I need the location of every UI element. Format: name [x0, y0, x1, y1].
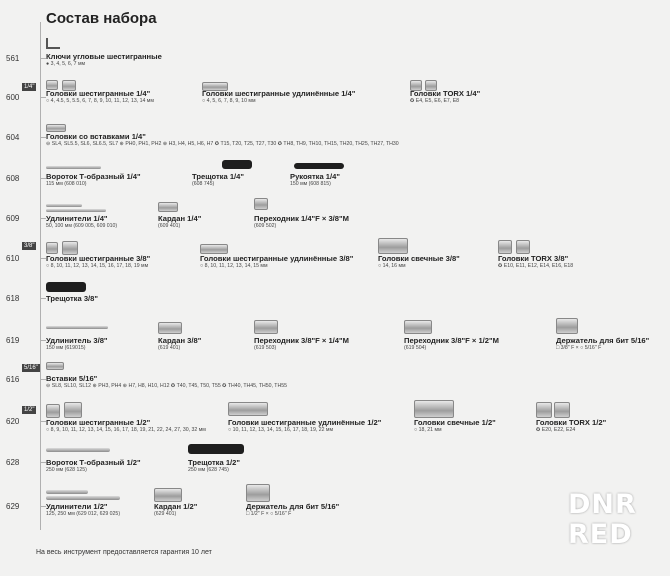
socket-icon: [46, 242, 58, 254]
item-ratchet-1-2: Трещотка 1/2" 250 мм (628 745): [188, 458, 240, 473]
item-extensions-1-4: Удлинители 1/4" 50, 100 мм (609 005, 609 010): [46, 214, 118, 229]
socket-icon: [64, 402, 82, 418]
hex-key-icon: [46, 38, 60, 49]
row-number: 620: [6, 417, 20, 426]
item-torx-1-2: Головки TORX 1/2" ✪ E20, E22, E24: [536, 418, 607, 433]
watermark-logo: [568, 490, 664, 560]
row-number: 629: [6, 502, 20, 511]
bit-holder-icon: [246, 484, 270, 502]
item-bit-holder-1-2: Держатель для бит 5/16" □ 1/2" F × ○ 5/16" F: [246, 502, 340, 517]
bit-holder-icon: [556, 318, 578, 334]
size-tag: 1/2": [24, 407, 35, 413]
item-u-joint-3-8: Кардан 3/8" (619 401): [158, 336, 202, 351]
extension-icon: [46, 496, 120, 500]
item-t-handle-1-4: Вороток Т-образный 1/4" 115 мм (608 010): [46, 172, 141, 187]
universal-joint-icon: [154, 488, 182, 502]
row-number: 616: [6, 375, 20, 384]
extension-icon: [46, 490, 88, 494]
item-bit-holder-3-8: Держатель для бит 5/16" □ 3/8" F × ○ 5/16" F: [556, 336, 650, 351]
socket-icon: [62, 241, 78, 255]
socket-icon: [46, 404, 60, 418]
item-sockets-1-4: Головки шестигранные 1/4" ○ 4, 4.5, 5, 5.5, 6, 7, 8, 9, 10, 11, 12, 13, 14 мм: [46, 89, 154, 104]
spark-plug-socket-icon: [378, 238, 408, 254]
t-handle-icon: [46, 166, 101, 169]
adapter-icon: [404, 320, 432, 334]
extension-icon: [46, 204, 82, 207]
item-sockets-1-2: Головки шестигранные 1/2" ○ 8, 9, 10, 11, 12, 13, 14, 15, 16, 17, 18, 19, 21, 22, 24, 27, 30, 32 мм: [46, 418, 206, 433]
item-ratchet-3-8: Трещотка 3/8": [46, 294, 98, 303]
item-adapter-3-8-1-2: Переходник 3/8"F × 1/2"M (619 504): [404, 336, 499, 351]
size-tag: 5/16": [24, 365, 38, 371]
item-torx-3-8: Головки TORX 3/8" ✪ E10, E11, E12, E14, E16, E18: [498, 254, 574, 269]
item-spark-plug-1-2: Головки свечные 1/2" ○ 18, 21 мм: [414, 418, 496, 433]
item-hex-keys: Ключи угловые шестигранные ● 3, 4, 5, 6, 7 мм: [46, 52, 162, 67]
item-ratchet-1-4: Трещотка 1/4" (608 745): [192, 172, 244, 187]
torx-socket-icon: [554, 402, 570, 418]
row-number: 628: [6, 458, 20, 467]
size-tag: 1/4": [24, 84, 35, 90]
size-tag: 3/8": [24, 243, 35, 249]
universal-joint-icon: [158, 202, 178, 212]
adapter-icon: [254, 198, 268, 210]
bit-icon: [46, 362, 64, 370]
universal-joint-icon: [158, 322, 182, 334]
warranty-note: На весь инструмент предоставляется гарантия 10 лет: [36, 549, 212, 556]
ratchet-icon: [46, 282, 86, 292]
t-handle-icon: [46, 448, 110, 452]
watermark-line-2: RED: [568, 519, 633, 550]
row-number: 561: [6, 54, 20, 63]
adapter-icon: [254, 320, 278, 334]
deep-socket-icon: [200, 244, 228, 254]
row-number: 604: [6, 133, 20, 142]
ratchet-icon: [222, 160, 252, 169]
screwdriver-handle-icon: [294, 163, 344, 169]
row-number: 618: [6, 294, 20, 303]
item-u-joint-1-4: Кардан 1/4" (609 401): [158, 214, 202, 229]
extension-icon: [46, 326, 108, 329]
item-deep-sockets-1-4: Головки шестигранные удлинённые 1/4" ○ 4, 5, 6, 7, 8, 9, 10 мм: [202, 89, 356, 104]
item-deep-sockets-1-2: Головки шестигранные удлинённые 1/2" ○ 10, 11, 12, 13, 14, 15, 16, 17, 18, 19, 22 мм: [228, 418, 382, 433]
row-number: 600: [6, 93, 20, 102]
torx-socket-icon: [516, 240, 530, 254]
row-number: 609: [6, 214, 20, 223]
item-spark-plug-3-8: Головки свечные 3/8" ○ 14, 16 мм: [378, 254, 460, 269]
spark-plug-socket-icon: [414, 400, 454, 418]
item-bit-sockets-1-4: Головки со вставками 1/4" ⊖ SL4, SL5.5, SL6, SL6.5, SL7 ⊕ PH0, PH1, PH2 ⊕ H3, H4, H5, H6, H7 ✪ T15, T20, T25, T27, T30 ✪ TH8, TH9, TH10, TH15, TH20, TH25, TH27, TH30: [46, 132, 399, 147]
item-handle-1-4: Рукоятка 1/4" 150 мм (608 815): [290, 172, 340, 187]
item-torx-1-4: Головки TORX 1/4" ✪ E4, E5, E6, E7, E8: [410, 89, 481, 104]
timeline-line: [40, 22, 41, 530]
item-extension-3-8: Удлинитель 3/8" 150 мм (619015): [46, 336, 108, 351]
deep-socket-icon: [228, 402, 268, 416]
row-number: 619: [6, 336, 20, 345]
item-t-handle-1-2: Вороток Т-образный 1/2" 250 мм (628 125): [46, 458, 141, 473]
item-sockets-3-8: Головки шестигранные 3/8" ○ 8, 10, 11, 12, 13, 14, 15, 16, 17, 18, 19 мм: [46, 254, 151, 269]
item-deep-sockets-3-8: Головки шестигранные удлинённые 3/8" ○ 8, 10, 11, 12, 13, 14, 15 мм: [200, 254, 354, 269]
bit-socket-icon: [46, 124, 66, 132]
extension-icon: [46, 209, 106, 212]
torx-socket-icon: [536, 402, 552, 418]
item-u-joint-1-2: Кардан 1/2" (629 401): [154, 502, 198, 517]
ratchet-icon: [188, 444, 244, 454]
row-number: 608: [6, 174, 20, 183]
torx-socket-icon: [498, 240, 512, 254]
watermark-line-1: DNR: [568, 489, 637, 520]
item-adapter-3-8-1-4: Переходник 3/8"F × 1/4"M (619 503): [254, 336, 349, 351]
item-bits-5-16: Вставки 5/16" ⊖ SL8, SL10, SL12 ⊕ PH3, PH4 ⊕ H7, H8, H10, H12 ✪ T40, T45, T50, T55 ✪ TH40, TH45, TH50, TH55: [46, 374, 287, 389]
item-extensions-1-2: Удлинители 1/2" 125, 250 мм (629 012, 629 025): [46, 502, 121, 517]
item-adapter-1-4-3-8: Переходник 1/4"F × 3/8"M (609 502): [254, 214, 349, 229]
row-number: 610: [6, 254, 20, 263]
page-title: Состав набора: [46, 10, 157, 27]
